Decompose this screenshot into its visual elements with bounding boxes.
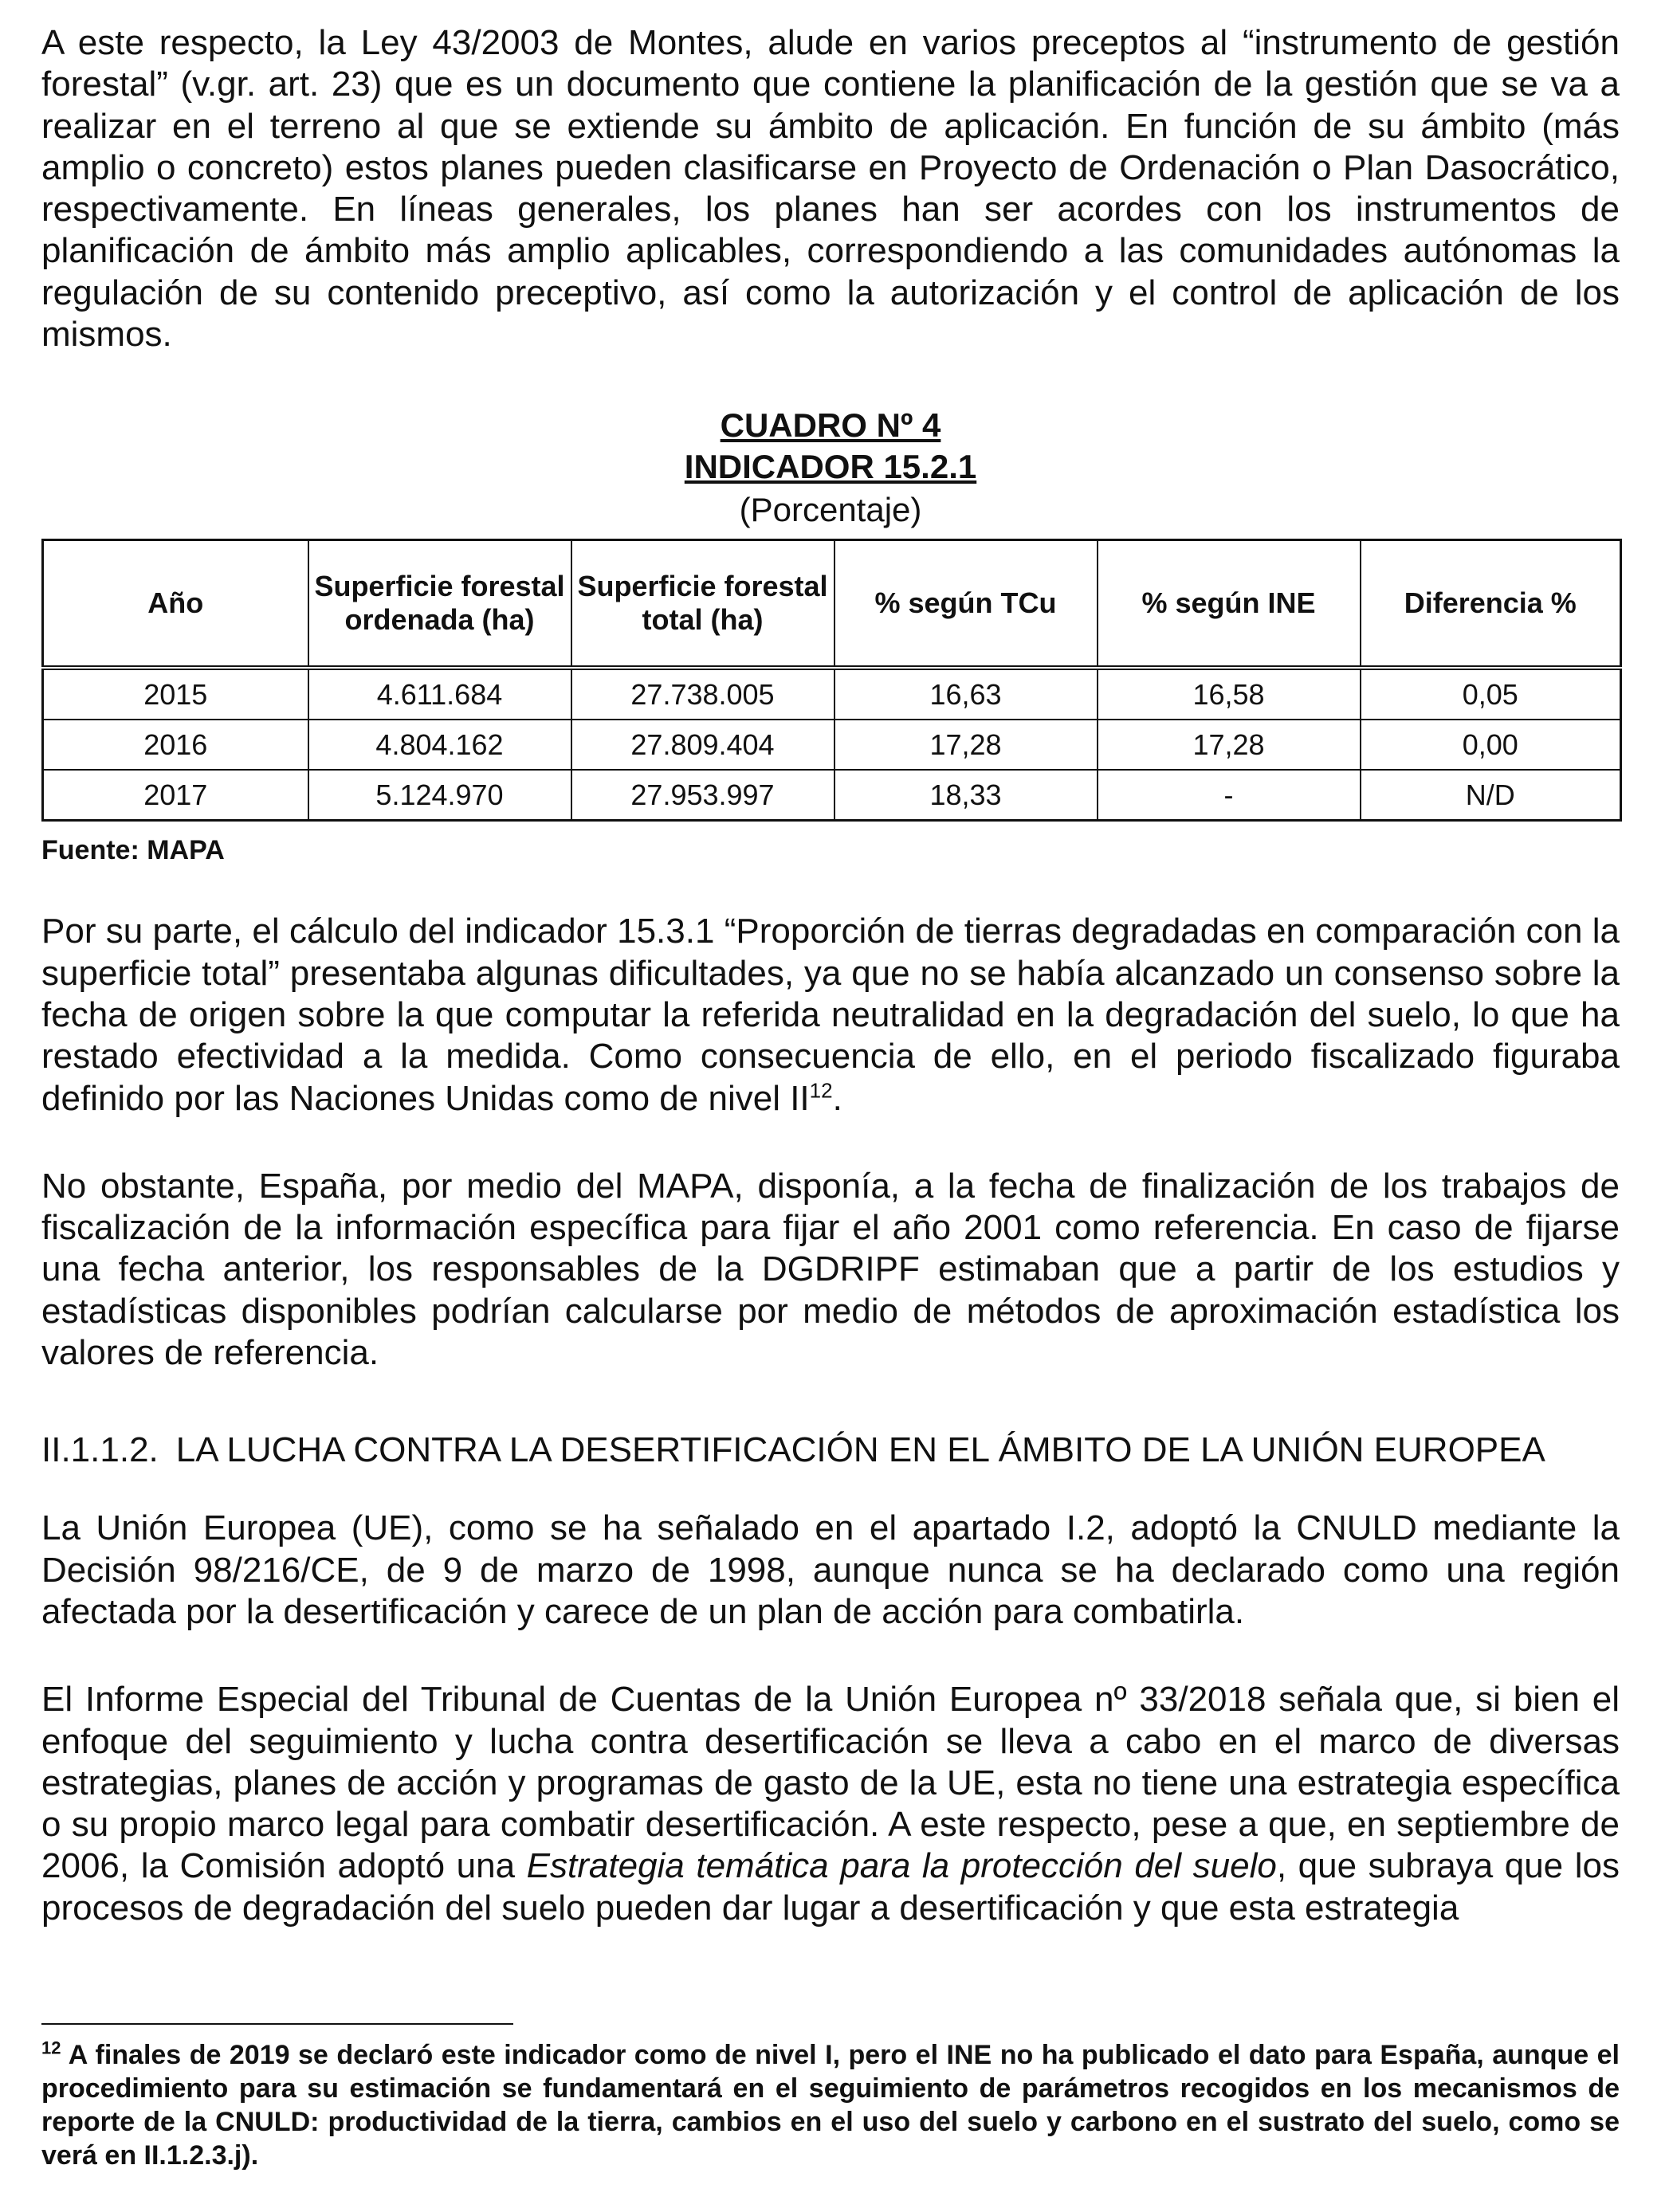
paragraph-text: , que subraya que los procesos de degradación del suelo pueden dar lugar a desertificación y que esta estrategia — [41, 1846, 1620, 1928]
table-cell: 0,05 — [1361, 668, 1621, 720]
table-unit: (Porcentaje) — [739, 491, 922, 529]
table-cell: 16,58 — [1098, 668, 1361, 720]
table-source: Fuente: MAPA — [41, 835, 225, 866]
section-heading — [41, 1430, 1620, 1471]
header-pct-tcu: % según TCu — [834, 540, 1098, 669]
paragraph-italic-text: Estrategia temática para la protección del suelo — [526, 1846, 1277, 1886]
table-cell: 4.804.162 — [308, 720, 571, 770]
paragraph-mapa-referencia: No obstante, España, por medio del MAPA, disponía, a la fecha de finalización de los trabajos de fiscalización de la información específica para fijar el año 2001 como referencia. En caso de fijarse una fecha anterior, los responsables de la DGDRIPF estimaban que a partir de los estudios y estadísticas disponibles podrían calcularse por medio de métodos de aproximación estadística los valores de referencia. — [41, 1166, 1620, 1373]
table-header-row — [43, 540, 1621, 669]
paragraph-text: . — [832, 1078, 842, 1118]
paragraph-ley-montes: A este respecto, la Ley 43/2003 de Montes, alude en varios preceptos al “instrumento de gestión forestal” (v.gr. art. 23) que es un documento que contiene la planificación de la gestión que se va a realizar en el terreno al que se extiende su ámbito de aplicación. En función de su ámbito (más amplio o concreto) estos planes pueden clasificarse en Proyecto de Ordenación o Plan Dasocrático, respectivamente. En líneas generales, los planes han ser acordes con los instrumentos de planificación de ámbito más amplio aplicables, correspondiendo a las comunidades autónomas la regulación de su contenido preceptivo, así como la autorización y el control de aplicación de los mismos. — [41, 23, 1620, 355]
table-cell: 18,33 — [834, 770, 1098, 821]
table-row — [43, 668, 1621, 720]
table-cell: 17,28 — [834, 720, 1098, 770]
table-cell: 2015 — [43, 668, 308, 720]
section-number: II.1.1.2. — [41, 1430, 159, 1470]
paragraph-text: El Informe Especial del Tribunal de Cuentas de la Unión Europea nº 33/2018 señala que, si bien el enfoque del seguimiento y lucha contra desertificación se lleva a cabo en el marco de diversas estrategias, planes de acción y programas de gasto de la UE, esta no tiene una estrategia específica o su propio marco legal para combatir desertificación. A este respecto, pese a que, en septiembre de 2006, la Comisión adoptó una — [41, 1680, 1620, 1886]
paragraph-ue-cnuld: La Unión Europea (UE), como se ha señalado en el apartado I.2, adoptó la CNULD mediante la Decisión 98/216/CE, de 9 de marzo de 1998, aunque nunca se ha declarado como una región afectada por la desertificación y carece de un plan de acción para combatirla. — [41, 1508, 1620, 1631]
table-cell: 17,28 — [1098, 720, 1361, 770]
table-cell: 27.738.005 — [571, 668, 834, 720]
header-superficie-total: Superficie forestal total (ha) — [571, 540, 834, 669]
footnote — [41, 2038, 1620, 2172]
section-title: LA LUCHA CONTRA LA DESERTIFICACIÓN EN EL ÁMBITO DE LA UNIÓN EUROPEA — [175, 1430, 1545, 1470]
table-cell: 0,00 — [1361, 720, 1621, 770]
paragraph-indicador-15-3-1 — [41, 911, 1620, 1119]
table-cell: 2016 — [43, 720, 308, 770]
document-page — [41, 22, 1620, 1929]
table-cell: 27.953.997 — [571, 770, 834, 821]
paragraph-text: Por su parte, el cálculo del indicador 15.3.1 “Proporción de tierras degradadas en comparación con la superficie total” presentaba algunas dificultades, ya que no se había alcanzado un consenso sobre la fecha de origen sobre la que computar la referida neutralidad en la degradación del suelo, lo que ha restado efectividad a la medida. Como consecuencia de ello, en el periodo fiscalizado figuraba definido por las Naciones Unidas como de nivel II — [41, 912, 1620, 1118]
table-cell: 4.611.684 — [308, 668, 571, 720]
header-superficie-ordenada: Superficie forestal ordenada (ha) — [308, 540, 571, 669]
table-cell: 27.809.404 — [571, 720, 834, 770]
footnote-separator — [41, 2023, 513, 2025]
footnote-marker: 12 — [41, 2037, 61, 2058]
paragraph-tribunal-cuentas — [41, 1679, 1620, 1929]
table-cell: 2017 — [43, 770, 308, 821]
table-title-line1: CUADRO Nº 4 — [720, 406, 941, 445]
table-cell: 5.124.970 — [308, 770, 571, 821]
footnote-text: A finales de 2019 se declaró este indicador como de nivel I, pero el INE no ha publicado el dato para España, aunque el procedimiento para su estimación se fundamentará en el seguimiento de parámetros recogidos en los mecanismos de reporte de la CNULD: productividad de la tierra, cambios en el uso del suelo y carbono en el sustrato del suelo, como se verá en II.1.2.3.j). — [41, 2040, 1620, 2171]
table-cell: 16,63 — [834, 668, 1098, 720]
table-title-line2: INDICADOR 15.2.1 — [684, 448, 977, 486]
header-diferencia: Diferencia % — [1361, 540, 1621, 669]
footnote-reference[interactable]: 12 — [809, 1077, 833, 1102]
table-cell: - — [1098, 770, 1361, 821]
table-cell: N/D — [1361, 770, 1621, 821]
table-row — [43, 720, 1621, 770]
header-pct-ine: % según INE — [1098, 540, 1361, 669]
header-anio: Año — [43, 540, 308, 669]
indicator-table — [41, 539, 1622, 822]
table-row — [43, 770, 1621, 821]
